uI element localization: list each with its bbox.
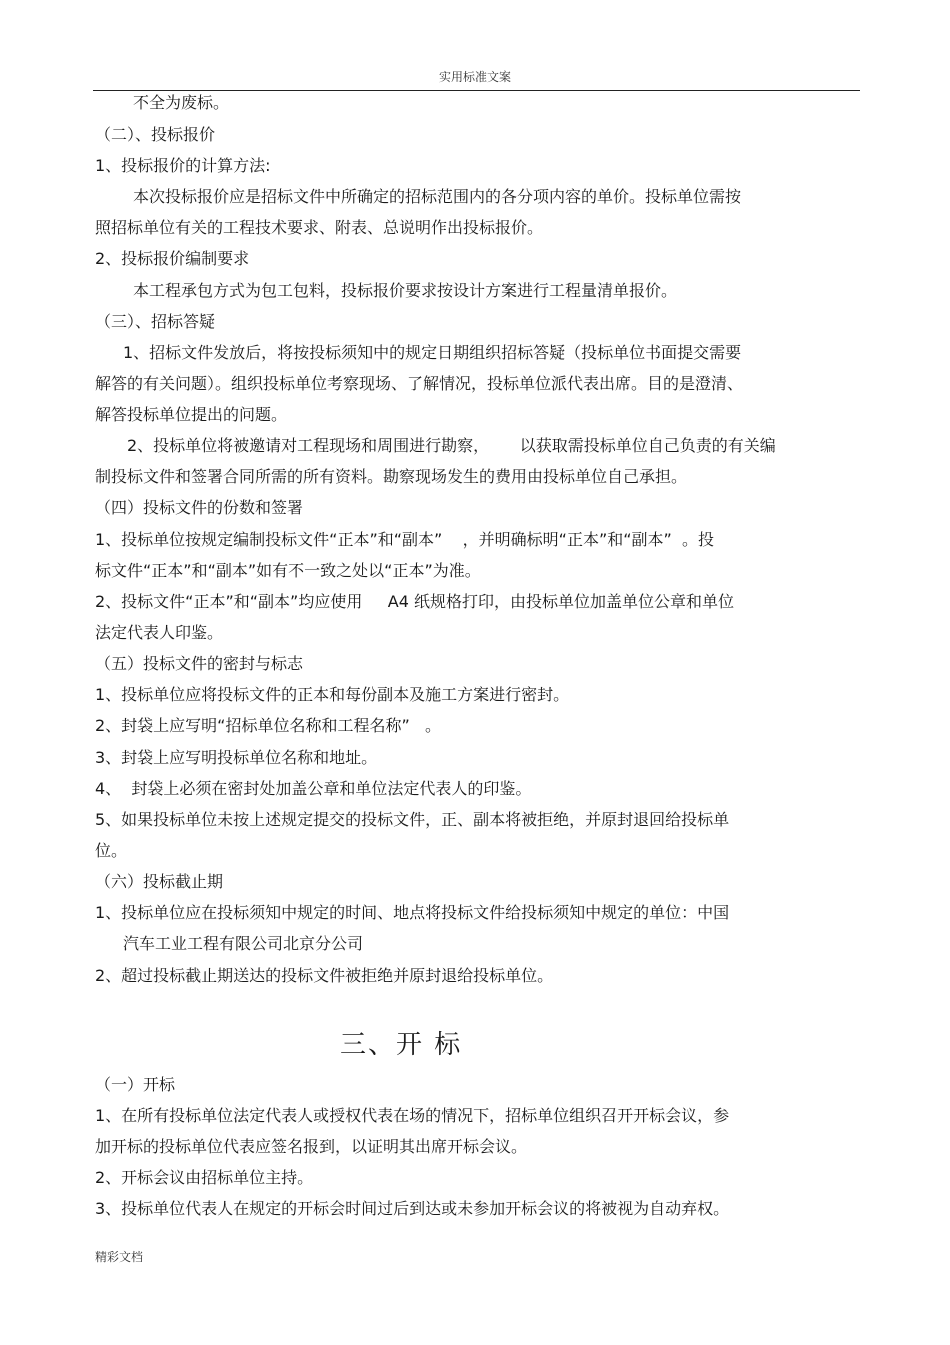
body-line: 解答的有关问题）。组织投标单位考察现场、了解情况，投标单位派代表出席。目的是澄清、 — [95, 374, 744, 393]
section-line: 3、投标单位代表人在规定的开标会时间过后到达或未参加开标会议的将被视为自动弃权。 — [95, 1199, 730, 1218]
body-line: 1、投标单位按规定编制投标文件“正本”和“副本” ，并明确标明“正本”和“副本” 。投 — [95, 530, 715, 549]
section-line: 加开标的投标单位代表应签名报到，以证明其出席开标会议。 — [95, 1137, 528, 1156]
section-line: （一）开标 — [95, 1075, 176, 1094]
body-line: 1、招标文件发放后，将按投标须知中的规定日期组织招标答疑（投标单位书面提交需要 — [123, 343, 742, 362]
body-line: 制投标文件和签署合同所需的所有资料。勘察现场发生的费用由投标单位自己承担。 — [95, 467, 688, 486]
page-header: 实用标准文案 — [438, 70, 511, 84]
body-line: （三）、招标答疑 — [95, 312, 216, 331]
section-title: 三、开 标 — [340, 1030, 463, 1060]
body-line: 2、投标报价编制要求 — [95, 249, 250, 268]
body-line: 法定代表人印鉴。 — [95, 623, 224, 642]
body-line: 2、投标单位将被邀请对工程现场和周围进行勘察， 以获取需投标单位自己负责的有关编 — [127, 436, 776, 455]
body-line: 1、投标单位应在投标须知中规定的时间、地点将投标文件给投标须知中规定的单位：中国 — [95, 903, 730, 922]
section-line: 1、在所有投标单位法定代表人或授权代表在场的情况下，招标单位组织召开开标会议，参 — [95, 1106, 730, 1125]
body-line: 2、投标文件“正本”和“副本”均应使用 A4 纸规格打印，由投标单位加盖单位公章和单位 — [95, 592, 734, 611]
body-line: （五）投标文件的密封与标志 — [95, 654, 304, 673]
body-line: 位。 — [95, 841, 128, 860]
section-line: 2、开标会议由招标单位主持。 — [95, 1168, 314, 1187]
body-line: 照招标单位有关的工程技术要求、附表、总说明作出投标报价。 — [95, 218, 544, 237]
body-line: 解答投标单位提出的问题。 — [95, 405, 288, 424]
body-line: 1、投标单位应将投标文件的正本和每份副本及施工方案进行密封。 — [95, 685, 570, 704]
body-line: 本工程承包方式为包工包料，投标报价要求按设计方案进行工程量清单报价。 — [133, 281, 678, 300]
body-line: 2、超过投标截止期送达的投标文件被拒绝并原封退给投标单位。 — [95, 966, 554, 985]
body-line: （六）投标截止期 — [95, 872, 224, 891]
body-line: 2、封袋上应写明“招标单位名称和工程名称” 。 — [95, 716, 442, 735]
header-rule — [93, 90, 860, 91]
body-line: 4、 封袋上必须在密封处加盖公章和单位法定代表人的印鉴。 — [95, 779, 532, 798]
body-line: （二）、投标报价 — [95, 125, 216, 144]
body-line: 5、如果投标单位未按上述规定提交的投标文件，正、副本将被拒绝，并原封退回给投标单 — [95, 810, 730, 829]
page-footer: 精彩文档 — [95, 1250, 144, 1264]
body-line: 1、投标报价的计算方法: — [95, 156, 271, 175]
body-line: （四）投标文件的份数和签署 — [95, 498, 304, 517]
body-line: 标文件“正本”和“副本”如有不一致之处以“正本”为准。 — [95, 561, 481, 580]
body-line: 汽车工业工程有限公司北京分公司 — [123, 934, 364, 953]
body-line: 3、封袋上应写明投标单位名称和地址。 — [95, 748, 378, 767]
body-line: 本次投标报价应是招标文件中所确定的招标范围内的各分项内容的单价。投标单位需按 — [133, 187, 742, 206]
body-line: 不全为废标。 — [133, 93, 230, 112]
